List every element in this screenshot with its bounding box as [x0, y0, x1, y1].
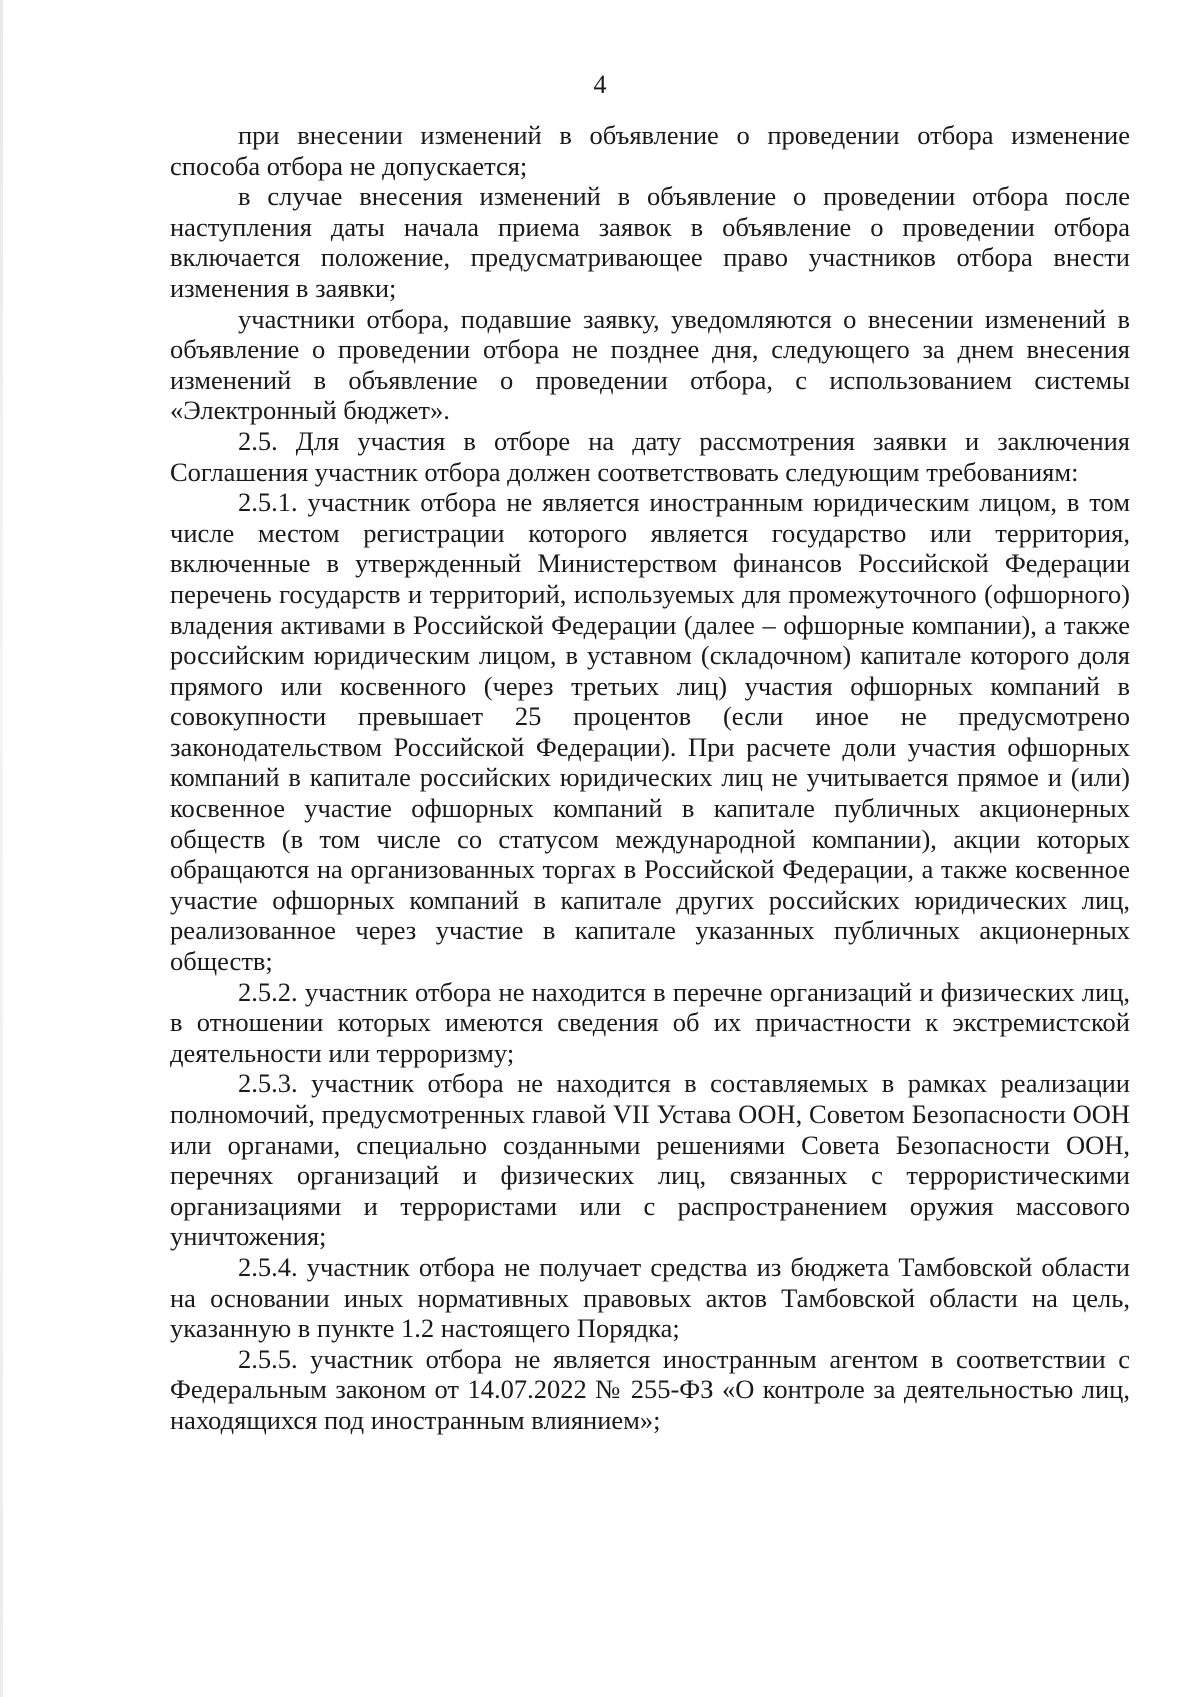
document-body	[170, 120, 1130, 1436]
paragraph-2-5-requirements: 2.5. Для участия в отборе на дату рассмотрения заявки и заключения Соглашения участник отбора должен соответствовать следующим требованиям:	[170, 425, 1130, 487]
paragraph-amendment-after-start: в случае внесения изменений в объявление о проведении отбора после наступления даты начала приема заявок в объявление о проведении отбора включается положение, предусматривающее право участников отбора внести изменения в заявки;	[170, 181, 1130, 303]
paragraph-2-5-2-extremism: 2.5.2. участник отбора не находится в перечне организаций и физических лиц, в отношении которых имеются сведения об их причастности к экстремистской деятельности или терроризму;	[170, 976, 1130, 1068]
paragraph-amendment-method: при внесении изменений в объявление о проведении отбора изменение способа отбора не допускается;	[170, 120, 1130, 181]
paragraph-2-5-3-un-lists: 2.5.3. участник отбора не находится в составляемых в рамках реализации полномочий, предусмотренных главой VII Устава ООН, Советом Безопасности ООН или органами, специально созданными решениями Совета Безопасности ООН, перечнях организаций и физических лиц, связанных с террористическими организациями и террористами или с распространением оружия массового уничтожения;	[170, 1068, 1130, 1252]
paragraph-2-5-5-foreign-agent: 2.5.5. участник отбора не является иностранным агентом в соответствии с Федеральным законом от 14.07.2022 № 255-ФЗ «О контроле за деятельностью лиц, находящихся под иностранным влиянием»;	[170, 1343, 1130, 1435]
page-number: 4	[593, 70, 607, 99]
paragraph-2-5-4-budget: 2.5.4. участник отбора не получает средства из бюджета Тамбовской области на основании иных нормативных правовых актов Тамбовской области на цель, указанную в пункте 1.2 настоящего Порядка;	[170, 1251, 1130, 1344]
paragraph-participant-notification: участники отбора, подавшие заявку, уведомляются о внесении изменений в объявление о проведении отбора не позднее дня, следующего за днем внесения изменений в объявление о проведении отбора, с использованием системы «Электронный бюджет».	[170, 303, 1130, 426]
paragraph-2-5-1-offshore: 2.5.1. участник отбора не является иностранным юридическим лицом, в том числе местом регистрации которого является государство или территория, включенные в утвержденный Министерством финансов Российской Федерации перечень государств и территорий, используемых для промежуточного (офшорного) владения активами в Российской Федерации (далее – офшорные компании), а также российским юридическим лицом, в уставном (складочном) капитале которого доля прямого или косвенного (через третьих лиц) участия офшорных компаний в совокупности превышает 25 процентов (если иное не предусмотрено законодательством Российской Федерации). При расчете доли участия офшорных компаний в капитале российских юридических лиц не учитывается прямое и (или) косвенное участие офшорных компаний в капитале публичных акционерных обществ (в том числе со статусом международной компании), акции которых обращаются на организованных торгах в Российской Федерации, а также косвенное участие офшорных компаний в капитале других российских юридических лиц, реализованное через участие в капитале указанных публичных акционерных обществ;	[170, 487, 1130, 977]
scan-edge	[0, 0, 3, 1697]
